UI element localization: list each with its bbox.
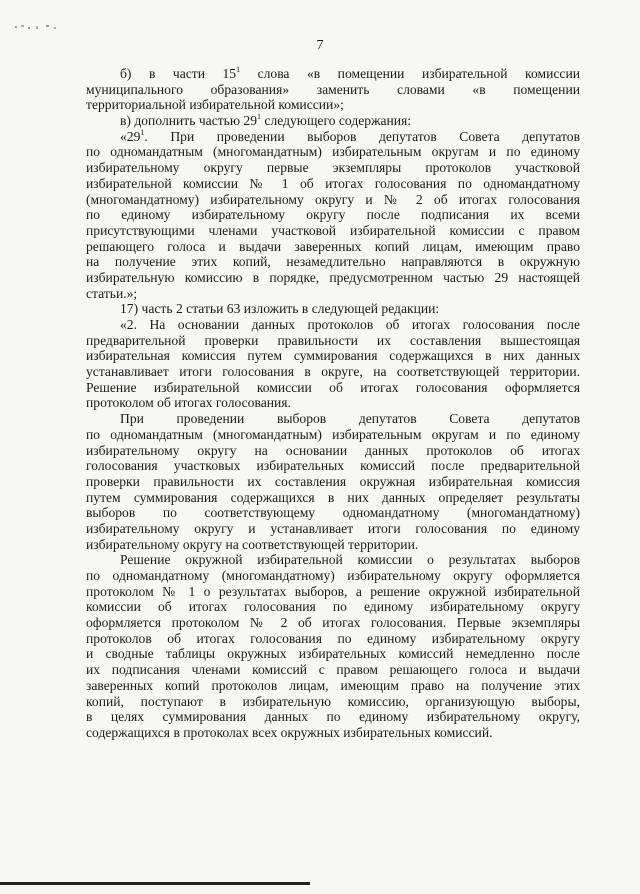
text-line (86, 317, 580, 333)
text-line (86, 176, 580, 192)
text-line (86, 631, 580, 647)
text-line (86, 301, 580, 317)
text-line (86, 333, 580, 349)
text-line (86, 66, 580, 82)
superscript-number: 1 (257, 112, 262, 122)
text-line-content: комиссии об итогах голосования по единому избирательному округу (86, 599, 580, 615)
text-line (86, 646, 580, 662)
text-line (86, 615, 580, 631)
text-line-content: Решение избирательной комиссии об итогах голосования оформляется (86, 379, 580, 395)
text-line (86, 443, 580, 459)
text-line-content: статьи.»; (86, 285, 138, 301)
text-line-content: «29 (120, 128, 141, 144)
text-line-content: устанавливает итоги голосования в округе, на соответствующей территории. (86, 364, 580, 380)
text-line (86, 97, 580, 113)
text-line-content: копий, поступают в избирательную комиссию, организующую выборы, (86, 693, 580, 709)
text-line (86, 254, 580, 270)
text-line-content: избирательную комиссию в порядке, предусмотренном частью 29 настоящей (86, 269, 580, 285)
text-line-content: по единому избирательному округу после подписания их всеми (86, 207, 580, 223)
text-line (86, 490, 580, 506)
text-line (86, 113, 580, 129)
text-line (86, 678, 580, 694)
text-line-content: по одномандатным (многомандатным) избирательным округам и по единому (86, 144, 580, 160)
text-line-content: присутствующими членами участковой избирательной комиссии с правом (86, 222, 580, 238)
text-line-content: При проведении выборов депутатов Совета депутатов (120, 411, 580, 427)
text-line (86, 411, 580, 427)
text-line-content: протоколом об итогах голосования. (86, 395, 291, 411)
superscript-number: 1 (140, 127, 145, 137)
text-line-continuation: слова «в помещении избирательной комиссии (240, 66, 580, 81)
text-line-content: Решение окружной избирательной комиссии о результатах выборов (120, 552, 580, 568)
text-line-content: предварительной проверки правильности их составления вышестоящая (86, 332, 580, 348)
text-line (86, 537, 580, 553)
text-line-content: на получение этих копий, незамедлительно направляются в окружную (86, 254, 580, 270)
text-line-content: путем суммирования содержащихся в них данных определяет результаты (86, 489, 580, 505)
text-line (86, 144, 580, 160)
bottom-scan-rule (0, 882, 310, 885)
text-line-content: протоколом № 1 о результатах выборов, а решение окружной избирательной (86, 583, 580, 599)
text-line-content: в целях суммирования данных по единому избирательному округу, (86, 709, 580, 725)
text-line-continuation: . При проведении выборов депутатов Совета депутатов (144, 128, 580, 144)
text-line (86, 207, 580, 223)
text-line (86, 458, 580, 474)
page-number: 7 (316, 38, 324, 53)
text-line (86, 270, 580, 286)
document-body (86, 66, 580, 741)
text-line (86, 505, 580, 521)
text-line (86, 82, 580, 98)
text-line-content: избирательному округу на основании данных протоколов об итогах (86, 442, 580, 458)
text-line-content: голосования участковых избирательных комиссий после предварительной (86, 458, 580, 474)
text-line (86, 380, 580, 396)
text-line (86, 364, 580, 380)
text-line (86, 521, 580, 537)
text-line-content: по одномандатному (многомандатному) избирательному округу оформляется (86, 568, 580, 583)
text-line-content: выборов по соответствующему одномандатному (многомандатному) (86, 505, 580, 521)
text-line-content: по одномандатным (многомандатным) избирательным округам и по единому (86, 426, 580, 442)
text-line-content: решающего голоса и выдачи заверенных копий лицам, имеющим право (86, 238, 580, 254)
text-line-content: заверенных копий протоколов лицам, имеющим право на получение этих (86, 677, 580, 693)
text-line-content: проверки правильности их составления окружная избирательная комиссия (86, 473, 580, 489)
text-line-content: 17) часть 2 статьи 63 изложить в следующей редакции: (120, 301, 440, 317)
text-line-content: оформляется протоколом № 2 об итогах голосования. Первые экземпляры (86, 615, 580, 631)
text-line (86, 568, 580, 584)
text-line (86, 160, 580, 176)
text-line (86, 725, 580, 741)
text-line-content: содержащихся в протоколах всех окружных избирательных комиссий. (86, 724, 493, 740)
text-line (86, 552, 580, 568)
text-line-content: избирательному округу первые экземпляры протоколов участковой (86, 160, 580, 176)
text-line (86, 348, 580, 364)
text-line-content: избирательной комиссии № 1 об итогах голосования по одномандатному (86, 175, 580, 191)
text-line (86, 192, 580, 208)
text-line (86, 129, 580, 145)
text-line-content: избирательному округу на соответствующей территории. (86, 536, 419, 552)
text-line-content: в) дополнить частью 29 (120, 113, 258, 129)
superscript-number: 1 (236, 65, 241, 74)
text-line-content: муниципального образования» заменить словами «в помещении (86, 81, 580, 97)
text-line (86, 474, 580, 490)
text-line (86, 286, 580, 302)
text-line-content: протоколов об итогах голосования по единому избирательному округу (86, 630, 580, 646)
text-line (86, 662, 580, 678)
text-line-content: (многомандатному) избирательному округу и № 2 об итогах голосования (86, 191, 580, 207)
text-line-content: и сводные таблицы окружных избирательных комиссий немедленно после (86, 646, 580, 662)
text-line (86, 694, 580, 710)
text-line-content: территориальной избирательной комиссии»; (86, 97, 344, 113)
scan-artifact-marks (14, 22, 60, 32)
text-line (86, 395, 580, 411)
text-line-content: б) в части 15 (120, 66, 237, 81)
text-line (86, 599, 580, 615)
text-line-content: избирательному округу и устанавливает итоги голосования по единому (86, 520, 580, 536)
text-line (86, 239, 580, 255)
text-line (86, 427, 580, 443)
text-line (86, 709, 580, 725)
text-line-content: «2. На основании данных протоколов об итогах голосования после (120, 317, 580, 332)
text-line-content: избирательная комиссия путем суммирования содержащихся в них данных (86, 348, 580, 364)
text-line (86, 223, 580, 239)
text-line-content: их подписания членами комиссий с правом решающего голоса и выдачи (86, 662, 580, 678)
text-line-continuation: следующего содержания: (261, 113, 412, 129)
text-line (86, 584, 580, 600)
